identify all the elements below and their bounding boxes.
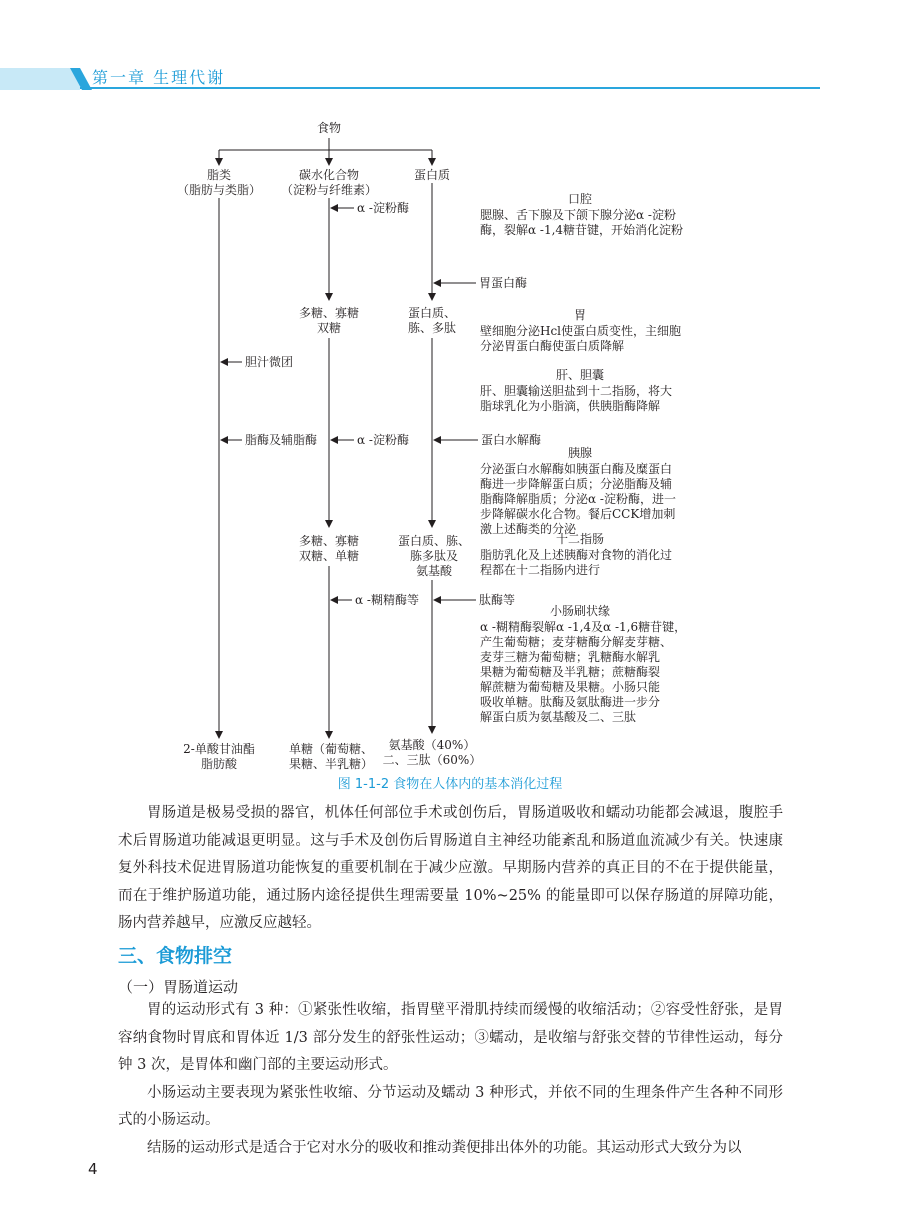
- note-mouth-title: 口腔: [567, 192, 592, 206]
- enzyme-protease: 蛋白水解酶: [481, 433, 542, 447]
- note-pancreas-title: 胰腺: [567, 446, 592, 460]
- note-liver-body: 肝、胆囊输送胆盐到十二指肠，将大 脂球乳化为小脂滴，供胰脂酶降解: [480, 384, 673, 413]
- paragraph-stomach-motility: 胃的运动形式有 3 种：①紧张性收缩，指胃壁平滑肌持续而缓慢的收缩活动；②容受性舒张，是胃容纳食物时胃底和胃体近 1/3 部分发生的舒张性运动；③蠕动，是收缩与舒张交替的节律性运动，每分钟 3 次，是胃体和幽门部的主要运动形式。: [118, 1002, 783, 1073]
- note-stomach-body: 壁细胞分泌Hcl使蛋白质变性，主细胞 分泌胃蛋白酶使蛋白质降解: [480, 324, 682, 353]
- paragraph-small-intestine: 小肠运动主要表现为紧张性收缩、分节运动及蠕动 3 种形式，并依不同的生理条件产生各种不同形式的小肠运动。: [118, 1084, 783, 1128]
- note-duodenum-body: 脂肪乳化及上述胰酶对食物的消化过 程都在十二指肠内进行: [480, 548, 673, 577]
- node-fat: 脂类 （脂肪与类脂）: [176, 168, 261, 197]
- subsection-heading: （一）胃肠道运动: [118, 978, 239, 996]
- enzyme-peptidase: 肽酶等: [479, 593, 516, 607]
- node-food: 食物: [316, 121, 341, 135]
- node-carb-stage2: 多糖、寡糖 双糖、单糖: [298, 534, 359, 563]
- chapter-title: 第一章 生理代谢: [92, 68, 226, 87]
- paragraph-text: 胃肠道是极易受损的器官，机体任何部位手术或创伤后，胃肠道吸收和蠕动功能都会减退，腹腔手术后胃肠道功能减退更明显。这与手术及创伤后胃肠道自主神经功能紊乱和肠道血流减少有关。快速康复外科技术促进胃肠道功能恢复的重要机制在于减少应激。早期肠内营养的真正目的不在于提供能量，而在于维护肠道功能，通过肠内途径提供生理需要量 10%~25% 的能量即可以保存肠道的屏障功能，肠内营养越早，应激反应越轻。: [118, 805, 783, 931]
- enzyme-dextrinase: α -糊精酶等: [355, 593, 419, 607]
- note-pancreas-body: 分泌蛋白水解酶如胰蛋白酶及糜蛋白 酶进一步降解蛋白质；分泌脂酶及辅 脂酶降解脂质；分泌α -淀粉酶，进一 步降解碳水化合物。餐后CCK增加刺 激上述酶类的分泌: [480, 462, 676, 536]
- product-protein: 氨基酸（40%） 二、三肽（60%）: [382, 738, 482, 767]
- body-paragraph-1: [118, 800, 783, 938]
- paragraph-colon: 结肠的运动形式是适合于它对水分的吸收和推动粪便排出体外的功能。其运动形式大致分为以: [147, 1139, 742, 1156]
- note-brush-border-title: 小肠刷状缘: [549, 604, 610, 618]
- body-paragraphs-2: [118, 997, 783, 1162]
- product-carb: 单糖（葡萄糖、 果糖、半乳糖）: [288, 742, 373, 771]
- note-liver-title: 肝、胆囊: [555, 368, 604, 382]
- enzyme-pancreatic-amylase: α -淀粉酶: [357, 433, 409, 447]
- section-heading: 三、食物排空: [118, 945, 233, 967]
- enzyme-lipase: 脂酶及辅脂酶: [245, 433, 318, 447]
- note-brush-border-body: α -糊精酶裂解α -1,4及α -1,6糖苷键， 产生葡萄糖；麦芽糖酶分解麦芽糖、 麦芽三糖为葡萄糖；乳糖酶水解乳 果糖为葡萄糖及半乳糖；蔗糖酶裂 解蔗糖为葡萄糖及果糖。小肠只能 吸收单糖。肽酶及氨肽酶进一步分 解蛋白质为氨基酸及二、三肽: [480, 620, 687, 724]
- note-mouth-body: 腮腺、舌下腺及下颌下腺分泌α -淀粉 酶，裂解α -1,4糖苷键，开始消化淀粉: [480, 208, 684, 237]
- node-carb-stage1: 多糖、寡糖 双糖: [298, 306, 359, 335]
- note-stomach-title: 胃: [573, 308, 586, 322]
- node-protein: 蛋白质: [413, 168, 450, 182]
- enzyme-bile-micelle: 胆汁微团: [245, 355, 294, 369]
- product-fat: 2-单酸甘油酯 脂肪酸: [183, 742, 255, 771]
- node-protein-stage1: 蛋白质、 胨、多肽: [407, 306, 456, 335]
- page-number: 4: [88, 1160, 98, 1178]
- enzyme-pepsin: 胃蛋白酶: [479, 276, 528, 290]
- node-protein-stage2: 蛋白质、胨、 胨多肽及 氨基酸: [397, 534, 470, 578]
- figure-caption: 图 1-1-2 食物在人体内的基本消化过程: [337, 777, 563, 792]
- enzyme-salivary-amylase: α -淀粉酶: [357, 201, 409, 215]
- node-carbohydrate: 碳水化合物 （淀粉与纤维素）: [280, 168, 377, 197]
- note-duodenum-title: 十二指肠: [555, 532, 604, 546]
